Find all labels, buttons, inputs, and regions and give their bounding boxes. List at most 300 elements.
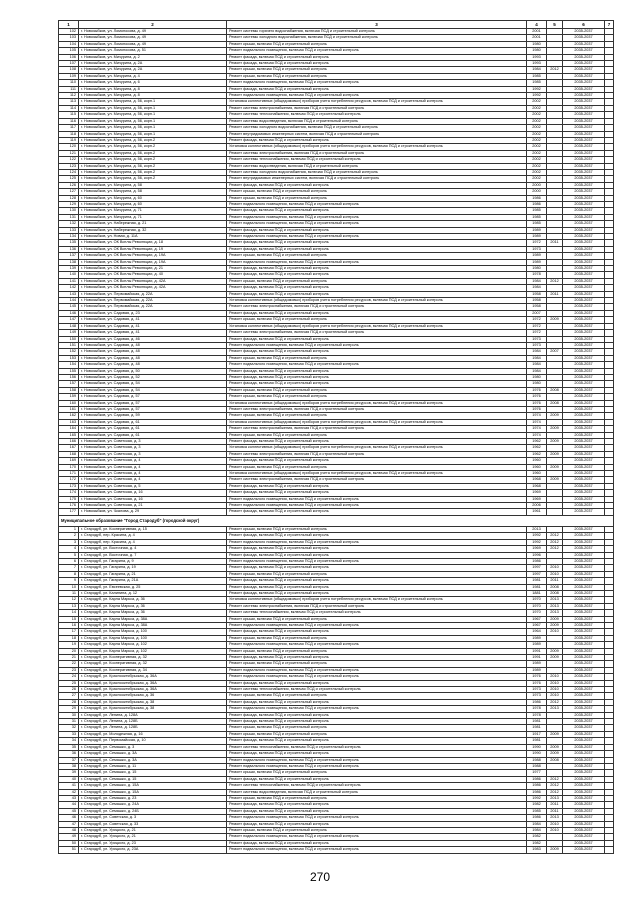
header-row xyxy=(59,21,614,29)
work-cell: Ремонт фасада, включая ПСД и строительный контроль xyxy=(227,349,527,355)
last-repair-cell: 2012 xyxy=(547,546,563,552)
address-cell: г. Новозыбков, ул. Мичурина, д. 2А xyxy=(79,61,227,67)
address-cell: г. Новозыбков, ул. Новая, д. 11А xyxy=(79,234,227,240)
address-cell: г. Новозыбков, ул. Садовая, д. 57 xyxy=(79,394,227,400)
row-number: 140 xyxy=(59,272,79,278)
address-cell: г. Новозыбков, ул. ОК Всплы Революции, д. 19А xyxy=(79,259,227,265)
built-year-cell: 2002 xyxy=(527,118,547,124)
address-cell: г. Новозыбков, ул. Садовая, д. 59 xyxy=(79,413,227,419)
address-cell: г. Новозыбков, ул. Мичурина, д. 60 xyxy=(79,195,227,201)
planned-period-cell: 2035-2037 xyxy=(563,201,605,207)
planned-period-cell: 2035-2037 xyxy=(563,445,605,451)
address-cell: г. Стародуб, ул. Кооперативная, д. 32 xyxy=(79,661,227,667)
built-year-cell: 1990 xyxy=(527,751,547,757)
row-number: 156 xyxy=(59,374,79,380)
built-year-cell: 1970 xyxy=(527,597,547,603)
work-cell: Ремонт крыши, включая ПСД и строительный контроль xyxy=(227,317,527,323)
address-cell: г. Новозыбков, ул. ОК Всплы Революции, д. 42А xyxy=(79,278,227,284)
built-year-cell: 1976 xyxy=(527,406,547,412)
work-cell: Ремонт фасада, включая ПСД и строительный контроль xyxy=(227,590,527,596)
last-repair-cell: 2007 xyxy=(547,349,563,355)
planned-period-cell: 2035-2037 xyxy=(563,195,605,201)
row-number: 12 xyxy=(59,597,79,603)
row-number: 166 xyxy=(59,439,79,445)
row-number: 103 xyxy=(59,35,79,41)
header-cell: 5 xyxy=(547,21,563,29)
row-number: 152 xyxy=(59,349,79,355)
row-number: 37 xyxy=(59,757,79,763)
page-number: 270 xyxy=(309,870,331,884)
row-number: 159 xyxy=(59,394,79,400)
address-cell: г. Стародуб, ул. Краснооктябрьская, д. 36 xyxy=(79,693,227,699)
header-cell: 3 xyxy=(227,21,527,29)
address-cell: г. Новозыбков, ул. Ломоносова, д. 49 xyxy=(79,41,227,47)
planned-period-cell: 2035-2037 xyxy=(563,400,605,406)
built-year-cell: 1976 xyxy=(527,387,547,393)
planned-period-cell: 2035-2037 xyxy=(563,272,605,278)
built-year-cell: 2000 xyxy=(527,189,547,195)
work-cell: Ремонт подвального помещения, включая ПСД и строительный контроль xyxy=(227,259,527,265)
work-cell: Ремонт крыши, включая ПСД и строительный контроль xyxy=(227,67,527,73)
work-cell: Ремонт фасада, включая ПСД и строительный контроль xyxy=(227,808,527,814)
address-cell: г. Новозыбков, ул. Мичурина, д. 56, корп.2 xyxy=(79,144,227,150)
built-year-cell: 1981 xyxy=(527,584,547,590)
work-cell: Ремонт системы холодного водоснабжения, включая ПСД и строительный контроль xyxy=(227,169,527,175)
planned-period-cell: 2035-2037 xyxy=(563,578,605,584)
built-year-cell: 2001 xyxy=(527,35,547,41)
planned-period-cell: 2035-2037 xyxy=(563,539,605,545)
address-cell: г. Новозыбков, ул. Советская, д. 4 xyxy=(79,464,227,470)
capital-repair-table xyxy=(58,20,614,854)
row-number: 117 xyxy=(59,125,79,131)
work-cell: Ремонт системы горячего водоснабжения, включая ПСД и строительный контроль xyxy=(227,29,527,35)
built-year-cell: 2002 xyxy=(527,169,547,175)
address-cell: г. Стародуб, ул. Карла Маркса, д. 100 xyxy=(79,635,227,641)
built-year-cell: 1972 xyxy=(527,323,547,329)
last-repair-cell: 2009 xyxy=(547,616,563,622)
planned-period-cell: 2035-2037 xyxy=(563,616,605,622)
row-number: 107 xyxy=(59,61,79,67)
planned-period-cell: 2035-2037 xyxy=(563,298,605,304)
row-number: 126 xyxy=(59,182,79,188)
planned-period-cell: 2035-2037 xyxy=(563,808,605,814)
work-cell: Ремонт системы электроснабжения, включая ПСД и строительный контроль xyxy=(227,330,527,336)
address-cell: г. Новозыбков, ул. Садовая, д. 54 xyxy=(79,387,227,393)
work-cell: Ремонт фасада, включая ПСД и строительный контроль xyxy=(227,240,527,246)
work-cell: Ремонт крыши, включая ПСД и строительный контроль xyxy=(227,464,527,470)
planned-period-cell: 2035-2037 xyxy=(563,558,605,564)
last-repair-cell: 2011 xyxy=(547,808,563,814)
planned-period-cell: 2035-2037 xyxy=(563,253,605,259)
row-number: 7 xyxy=(59,565,79,571)
work-cell: Ремонт фасада, включая ПСД и строительный контроль xyxy=(227,751,527,757)
planned-period-cell: 2035-2037 xyxy=(563,490,605,496)
address-cell: г. Стародуб, ул. Кооперативная, д. 32 xyxy=(79,655,227,661)
work-cell: Ремонт системы теплоснабжения, включая ПСД и строительный контроль xyxy=(227,687,527,693)
built-year-cell: 1960 xyxy=(527,464,547,470)
built-year-cell: 1985 xyxy=(527,80,547,86)
planned-period-cell: 2035-2037 xyxy=(563,362,605,368)
planned-period-cell: 2035-2037 xyxy=(563,105,605,111)
built-year-cell: 2002 xyxy=(527,137,547,143)
built-year-cell: 1985 xyxy=(527,214,547,220)
address-cell: г. Новозыбков, ул. Мичурина, д. 56, корп.2 xyxy=(79,150,227,156)
planned-period-cell: 2035-2037 xyxy=(563,317,605,323)
row-number: 48 xyxy=(59,827,79,833)
row-number: 45 xyxy=(59,808,79,814)
planned-period-cell: 2035-2037 xyxy=(563,834,605,840)
row-number: 157 xyxy=(59,381,79,387)
row-number: 104 xyxy=(59,41,79,47)
address-cell: г. Новозыбков, ул. Советская, д. 3 xyxy=(79,445,227,451)
work-cell: Ремонт фасада, включая ПСД и строительный контроль xyxy=(227,840,527,846)
work-cell: Ремонт подвального помещения, включая ПСД и строительный контроль xyxy=(227,342,527,348)
planned-period-cell: 2035-2037 xyxy=(563,61,605,67)
address-cell: г. Стародуб, ул. Семашко, д. 3А xyxy=(79,757,227,763)
work-cell: Ремонт системы холодного водоснабжения, включая ПСД и строительный контроль xyxy=(227,125,527,131)
planned-period-cell: 2035-2037 xyxy=(563,310,605,316)
row-number: 167 xyxy=(59,445,79,451)
last-repair-cell: 2010 xyxy=(547,680,563,686)
built-year-cell: 1964 xyxy=(527,629,547,635)
last-repair-cell: 2010 xyxy=(547,821,563,827)
built-year-cell: 1993 xyxy=(527,61,547,67)
row-number: 36 xyxy=(59,751,79,757)
planned-period-cell: 2035-2037 xyxy=(563,67,605,73)
planned-period-cell: 2035-2037 xyxy=(563,815,605,821)
work-cell: Ремонт фасада, включая ПСД и строительный контроль xyxy=(227,578,527,584)
row-number: 136 xyxy=(59,246,79,252)
work-cell: Ремонт фасада, включая ПСД и строительный контроль xyxy=(227,54,527,60)
work-cell: Ремонт подвального помещения, включая ПСД и строительный контроль xyxy=(227,496,527,502)
row-number: 17 xyxy=(59,629,79,635)
address-cell: г. Новозыбков, ул. Мичурина, д. 56, корп.2 xyxy=(79,176,227,182)
last-repair-cell: 2010 xyxy=(547,571,563,577)
built-year-cell: 1960 xyxy=(527,458,547,464)
planned-period-cell: 2035-2037 xyxy=(563,674,605,680)
address-cell: г. Новозыбков, ул. Садовая, д. 48 xyxy=(79,349,227,355)
planned-period-cell: 2035-2037 xyxy=(563,93,605,99)
built-year-cell: 2001 xyxy=(527,29,547,35)
address-cell: г. Стародуб, ул. Кооперативная, д. 15 xyxy=(79,526,227,532)
address-cell: г. Новозыбков, ул. Мичурина, д. 2А xyxy=(79,67,227,73)
built-year-cell: 1996 xyxy=(527,552,547,558)
last-repair-cell: 2009 xyxy=(547,464,563,470)
address-cell: г. Новозыбков, ул. Мичурина, д. 56, корп.1 xyxy=(79,118,227,124)
row-number: 139 xyxy=(59,266,79,272)
planned-period-cell: 2035-2037 xyxy=(563,240,605,246)
built-year-cell: 1978 xyxy=(527,706,547,712)
planned-period-cell: 2035-2037 xyxy=(563,712,605,718)
work-cell: Ремонт подвального помещения, включая ПСД и строительный контроль xyxy=(227,221,527,227)
last-repair-cell: 2009 xyxy=(547,439,563,445)
work-cell: Ремонт подвального помещения, включая ПСД и строительный контроль xyxy=(227,539,527,545)
row-number: 163 xyxy=(59,419,79,425)
last-repair-cell: 2013 xyxy=(547,706,563,712)
planned-period-cell: 2035-2037 xyxy=(563,795,605,801)
row-number: 169 xyxy=(59,458,79,464)
planned-period-cell: 2035-2037 xyxy=(563,73,605,79)
built-year-cell: 1983 xyxy=(527,847,547,853)
address-cell: г. Новозыбков, ул. Советская, д. 4 xyxy=(79,458,227,464)
address-cell: г. Новозыбков, ул. Советская, д. 5 xyxy=(79,483,227,489)
last-repair-cell: 2009 xyxy=(547,744,563,750)
planned-period-cell: 2035-2037 xyxy=(563,41,605,47)
planned-period-cell: 2035-2037 xyxy=(563,266,605,272)
work-cell: Ремонт фасада, включая ПСД и строительный контроль xyxy=(227,291,527,297)
built-year-cell: 1986 xyxy=(527,783,547,789)
planned-period-cell: 2035-2037 xyxy=(563,584,605,590)
planned-period-cell: 2035-2037 xyxy=(563,381,605,387)
row-number: 5 xyxy=(59,552,79,558)
address-cell: г. Новозыбков, ул. Садовая, д. 48 xyxy=(79,355,227,361)
planned-period-cell: 2035-2037 xyxy=(563,802,605,808)
row-number: 41 xyxy=(59,783,79,789)
planned-period-cell: 2035-2037 xyxy=(563,29,605,35)
built-year-cell: 2002 xyxy=(527,131,547,137)
built-year-cell: 1976 xyxy=(527,394,547,400)
last-repair-cell: 2008 xyxy=(547,584,563,590)
work-cell: Установка коллективных (общедомовых) приборов учета потребления ресурсов, включая ПСД и строительный контроль xyxy=(227,99,527,105)
planned-period-cell: 2035-2037 xyxy=(563,137,605,143)
planned-period-cell: 2035-2037 xyxy=(563,214,605,220)
last-repair-cell: 2009 xyxy=(547,426,563,432)
address-cell: г. Стародуб, ул. Восточная, д. 7 xyxy=(79,552,227,558)
planned-period-cell: 2035-2037 xyxy=(563,419,605,425)
planned-period-cell: 2035-2037 xyxy=(563,451,605,457)
built-year-cell: 2013 xyxy=(527,526,547,532)
built-year-cell: 1991 xyxy=(527,655,547,661)
row-number: 28 xyxy=(59,699,79,705)
address-cell: г. Стародуб, ул. Кооперативная, д. 34 xyxy=(79,667,227,673)
address-cell: г. Новозыбков, ул. Садовая, д. 50 xyxy=(79,368,227,374)
planned-period-cell: 2035-2037 xyxy=(563,163,605,169)
row-number: 14 xyxy=(59,610,79,616)
address-cell: г. Новозыбков, ул. Садовая, д. 57 xyxy=(79,406,227,412)
address-cell: г. Стародуб, ул. Семашко, д. 23 xyxy=(79,795,227,801)
row-number: 137 xyxy=(59,253,79,259)
built-year-cell: 1981 xyxy=(527,578,547,584)
work-cell: Ремонт фасада, включая ПСД и строительный контроль xyxy=(227,310,527,316)
address-cell: г. Новозыбков, ул. Советская, д. 16 xyxy=(79,490,227,496)
address-cell: г. Новозыбков, ул. Мичурина, д. 60 xyxy=(79,201,227,207)
row-number: 25 xyxy=(59,680,79,686)
planned-period-cell: 2035-2037 xyxy=(563,827,605,833)
row-number: 119 xyxy=(59,137,79,143)
last-repair-cell: 2009 xyxy=(547,847,563,853)
last-repair-cell: 2010 xyxy=(547,674,563,680)
work-cell: Ремонт фасада, включая ПСД и строительный контроль xyxy=(227,336,527,342)
built-year-cell: 1986 xyxy=(527,699,547,705)
address-cell: г. Стародуб, ул. Советская, д. 3 xyxy=(79,815,227,821)
built-year-cell: 1985 xyxy=(527,73,547,79)
address-cell: г. Новозыбков, ул. Мичурина, д. 56, корп.2 xyxy=(79,163,227,169)
last-repair-cell: 2010 xyxy=(547,565,563,571)
row-number: 132 xyxy=(59,221,79,227)
planned-period-cell: 2035-2037 xyxy=(563,387,605,393)
address-cell: г. Новозыбков, ул. Мичурина, д. 6 xyxy=(79,80,227,86)
row-number: 49 xyxy=(59,834,79,840)
address-cell: г. Стародуб, ул. Семашко, д. 15 xyxy=(79,770,227,776)
planned-period-cell: 2035-2037 xyxy=(563,731,605,737)
row-number: 2 xyxy=(59,533,79,539)
row-number: 153 xyxy=(59,355,79,361)
planned-period-cell: 2035-2037 xyxy=(563,374,605,380)
row-number: 102 xyxy=(59,29,79,35)
row-number: 4 xyxy=(59,546,79,552)
address-cell: г. Стародуб, ул. Карла Маркса, д. 36 xyxy=(79,610,227,616)
address-cell: г. Стародуб, ул. Советская, д. 33 xyxy=(79,821,227,827)
work-cell: Ремонт системы водоотведения, включая ПСД и строительный контроль xyxy=(227,118,527,124)
last-repair-cell: 2012 xyxy=(547,783,563,789)
address-cell: г. Стародуб, ул. Семашко, д. 24Б xyxy=(79,808,227,814)
built-year-cell: 1970 xyxy=(527,610,547,616)
address-cell: г. Стародуб, ул. Гагарина, д. 9 xyxy=(79,558,227,564)
built-year-cell: 1997 xyxy=(527,571,547,577)
planned-period-cell: 2035-2037 xyxy=(563,483,605,489)
work-cell: Ремонт подвального помещения, включая ПСД и строительный контроль xyxy=(227,622,527,628)
address-cell: г. Стародуб, ул. Карла Маркса, д. 38А xyxy=(79,616,227,622)
address-cell: г. Новозыбков, ул. ОК Всплы Революции, д. 40 xyxy=(79,272,227,278)
address-cell: г. Новозыбков, ул. Советская, д. 21 xyxy=(79,503,227,509)
last-repair-cell: 2010 xyxy=(547,693,563,699)
planned-period-cell: 2035-2037 xyxy=(563,330,605,336)
planned-period-cell: 2035-2037 xyxy=(563,496,605,502)
planned-period-cell: 2035-2037 xyxy=(563,635,605,641)
row-number: 134 xyxy=(59,234,79,240)
planned-period-cell: 2035-2037 xyxy=(563,336,605,342)
planned-period-cell: 2035-2037 xyxy=(563,642,605,648)
address-cell: г. Новозыбков, ул. Садовая, д. 61 xyxy=(79,419,227,425)
row-number: 33 xyxy=(59,731,79,737)
row-number: 26 xyxy=(59,687,79,693)
work-cell: Ремонт крыши, включая ПСД и строительный контроль xyxy=(227,731,527,737)
built-year-cell: 1988 xyxy=(527,763,547,769)
row-number: 173 xyxy=(59,483,79,489)
last-repair-cell: 2009 xyxy=(547,655,563,661)
work-cell: Ремонт крыши, включая ПСД и строительный контроль xyxy=(227,770,527,776)
work-cell: Ремонт системы электроснабжения, включая ПСД и строительный контроль xyxy=(227,451,527,457)
row-number: 105 xyxy=(59,48,79,54)
work-cell: Установка коллективных (общедомовых) приборов учета потребления ресурсов, включая ПСД и строительный контроль xyxy=(227,298,527,304)
planned-period-cell: 2035-2037 xyxy=(563,176,605,182)
work-cell: Ремонт фасада, включая ПСД и строительный контроль xyxy=(227,381,527,387)
built-year-cell: 2002 xyxy=(527,112,547,118)
work-cell: Установка коллективных (общедомовых) приборов учета потребления ресурсов, включая ПСД и строительный контроль xyxy=(227,445,527,451)
planned-period-cell: 2035-2037 xyxy=(563,189,605,195)
built-year-cell: 1968 xyxy=(527,483,547,489)
row-number: 50 xyxy=(59,840,79,846)
row-number: 127 xyxy=(59,189,79,195)
work-cell: Ремонт подвального помещения, включая ПСД и строительный контроль xyxy=(227,847,527,853)
planned-period-cell: 2035-2037 xyxy=(563,546,605,552)
work-cell: Ремонт фасада, включая ПСД и строительный контроль xyxy=(227,439,527,445)
planned-period-cell: 2035-2037 xyxy=(563,259,605,265)
address-cell: г. Новозыбков, ул. Первомайская, д. 22А xyxy=(79,291,227,297)
row-number: 155 xyxy=(59,368,79,374)
row-number: 160 xyxy=(59,400,79,406)
built-year-cell: 2002 xyxy=(527,150,547,156)
work-cell: Ремонт фасада, включая ПСД и строительный контроль xyxy=(227,490,527,496)
planned-period-cell: 2035-2037 xyxy=(563,99,605,105)
planned-period-cell: 2035-2037 xyxy=(563,278,605,284)
built-year-cell: 1962 xyxy=(527,445,547,451)
work-cell: Ремонт крыши, включая ПСД и строительный контроль xyxy=(227,41,527,47)
work-cell: Установка коллективных (общедомовых) приборов учета потребления ресурсов, включая ПСД и строительный контроль xyxy=(227,471,527,477)
work-cell: Ремонт подвального помещения, включая ПСД и строительный контроль xyxy=(227,234,527,240)
planned-period-cell: 2035-2037 xyxy=(563,603,605,609)
built-year-cell: 1980 xyxy=(527,266,547,272)
row-number: 13 xyxy=(59,603,79,609)
row-number: 31 xyxy=(59,719,79,725)
last-repair-cell: 2013 xyxy=(547,610,563,616)
address-cell: г. Новозыбков, ул. Советская, д. 16 xyxy=(79,496,227,502)
planned-period-cell: 2035-2037 xyxy=(563,509,605,515)
work-cell: Ремонт фасада, включая ПСД и строительный контроль xyxy=(227,86,527,92)
row-number: 128 xyxy=(59,195,79,201)
built-year-cell: 1990 xyxy=(527,744,547,750)
planned-period-cell: 2035-2037 xyxy=(563,426,605,432)
work-cell: Ремонт подвального помещения, включая ПСД и строительный контроль xyxy=(227,80,527,86)
address-cell: г. Новозыбков, ул. Мичурина, д. 56, корп.1 xyxy=(79,112,227,118)
address-cell: г. Новозыбков, ул. Садовая, д. 54 xyxy=(79,381,227,387)
work-cell: Ремонт подвального помещения, включая ПСД и строительный контроль xyxy=(227,201,527,207)
work-cell: Ремонт крыши, включая ПСД и строительный контроль xyxy=(227,355,527,361)
built-year-cell: 2006 xyxy=(527,503,547,509)
built-year-cell: 1980 xyxy=(527,41,547,47)
row-number: 46 xyxy=(59,815,79,821)
built-year-cell: 1986 xyxy=(527,558,547,564)
work-cell: Ремонт внутридомовых инженерных систем, включая ПСД и строительный контроль xyxy=(227,131,527,137)
row-number: 131 xyxy=(59,214,79,220)
row-number: 32 xyxy=(59,725,79,731)
address-cell: г. Стародуб, ул. Карла Маркса, д. 38А xyxy=(79,622,227,628)
address-cell: г. Стародуб, ул. Семашко, д. 3А xyxy=(79,751,227,757)
built-year-cell: 1981 xyxy=(527,738,547,744)
row-number: 164 xyxy=(59,426,79,432)
row-number: 51 xyxy=(59,847,79,853)
address-cell: г. Новозыбков, ул. Садовая, д. 46 xyxy=(79,336,227,342)
address-cell: г. Новозыбков, ул. Советская, д. 3 xyxy=(79,451,227,457)
planned-period-cell: 2035-2037 xyxy=(563,571,605,577)
work-cell: Ремонт системы теплоснабжения, включая ПСД и строительный контроль xyxy=(227,112,527,118)
row-number: 40 xyxy=(59,776,79,782)
work-cell: Ремонт крыши, включая ПСД и строительный контроль xyxy=(227,616,527,622)
last-repair-cell: 2011 xyxy=(547,291,563,297)
row-number: 149 xyxy=(59,330,79,336)
row-number: 19 xyxy=(59,642,79,648)
address-cell: г. Новозыбков, ул. Мичурина, д. 71 xyxy=(79,214,227,220)
address-cell: г. Новозыбков, ул. Мичурина, д. 58 xyxy=(79,182,227,188)
address-cell: г. Новозыбков, ул. ОК Всплы Революции, д. 19А xyxy=(79,253,227,259)
work-cell: Ремонт системы электроснабжения, включая ПСД и строительный контроль xyxy=(227,150,527,156)
built-year-cell: 1973 xyxy=(527,687,547,693)
built-year-cell: 1969 xyxy=(527,496,547,502)
work-cell: Установка коллективных (общедомовых) приборов учета потребления ресурсов, включая ПСД и строительный контроль xyxy=(227,400,527,406)
address-cell: г. Новозыбков, ул. Набережная, д. 21 xyxy=(79,221,227,227)
work-cell: Ремонт фасада, включая ПСД и строительный контроль xyxy=(227,266,527,272)
row-number: 43 xyxy=(59,795,79,801)
built-year-cell: 1992 xyxy=(527,539,547,545)
work-cell: Ремонт крыши, включая ПСД и строительный контроль xyxy=(227,278,527,284)
planned-period-cell: 2035-2037 xyxy=(563,285,605,291)
address-cell: г. Стародуб, ул. Семашко, д. 15А xyxy=(79,783,227,789)
work-cell: Ремонт фасада, включая ПСД и строительный контроль xyxy=(227,374,527,380)
address-cell: г. Стародуб, ул. Семашко, д. 15 xyxy=(79,776,227,782)
work-cell: Ремонт крыши, включая ПСД и строительный контроль xyxy=(227,635,527,641)
last-repair-cell: 2008 xyxy=(547,590,563,596)
built-year-cell: 1992 xyxy=(527,795,547,801)
